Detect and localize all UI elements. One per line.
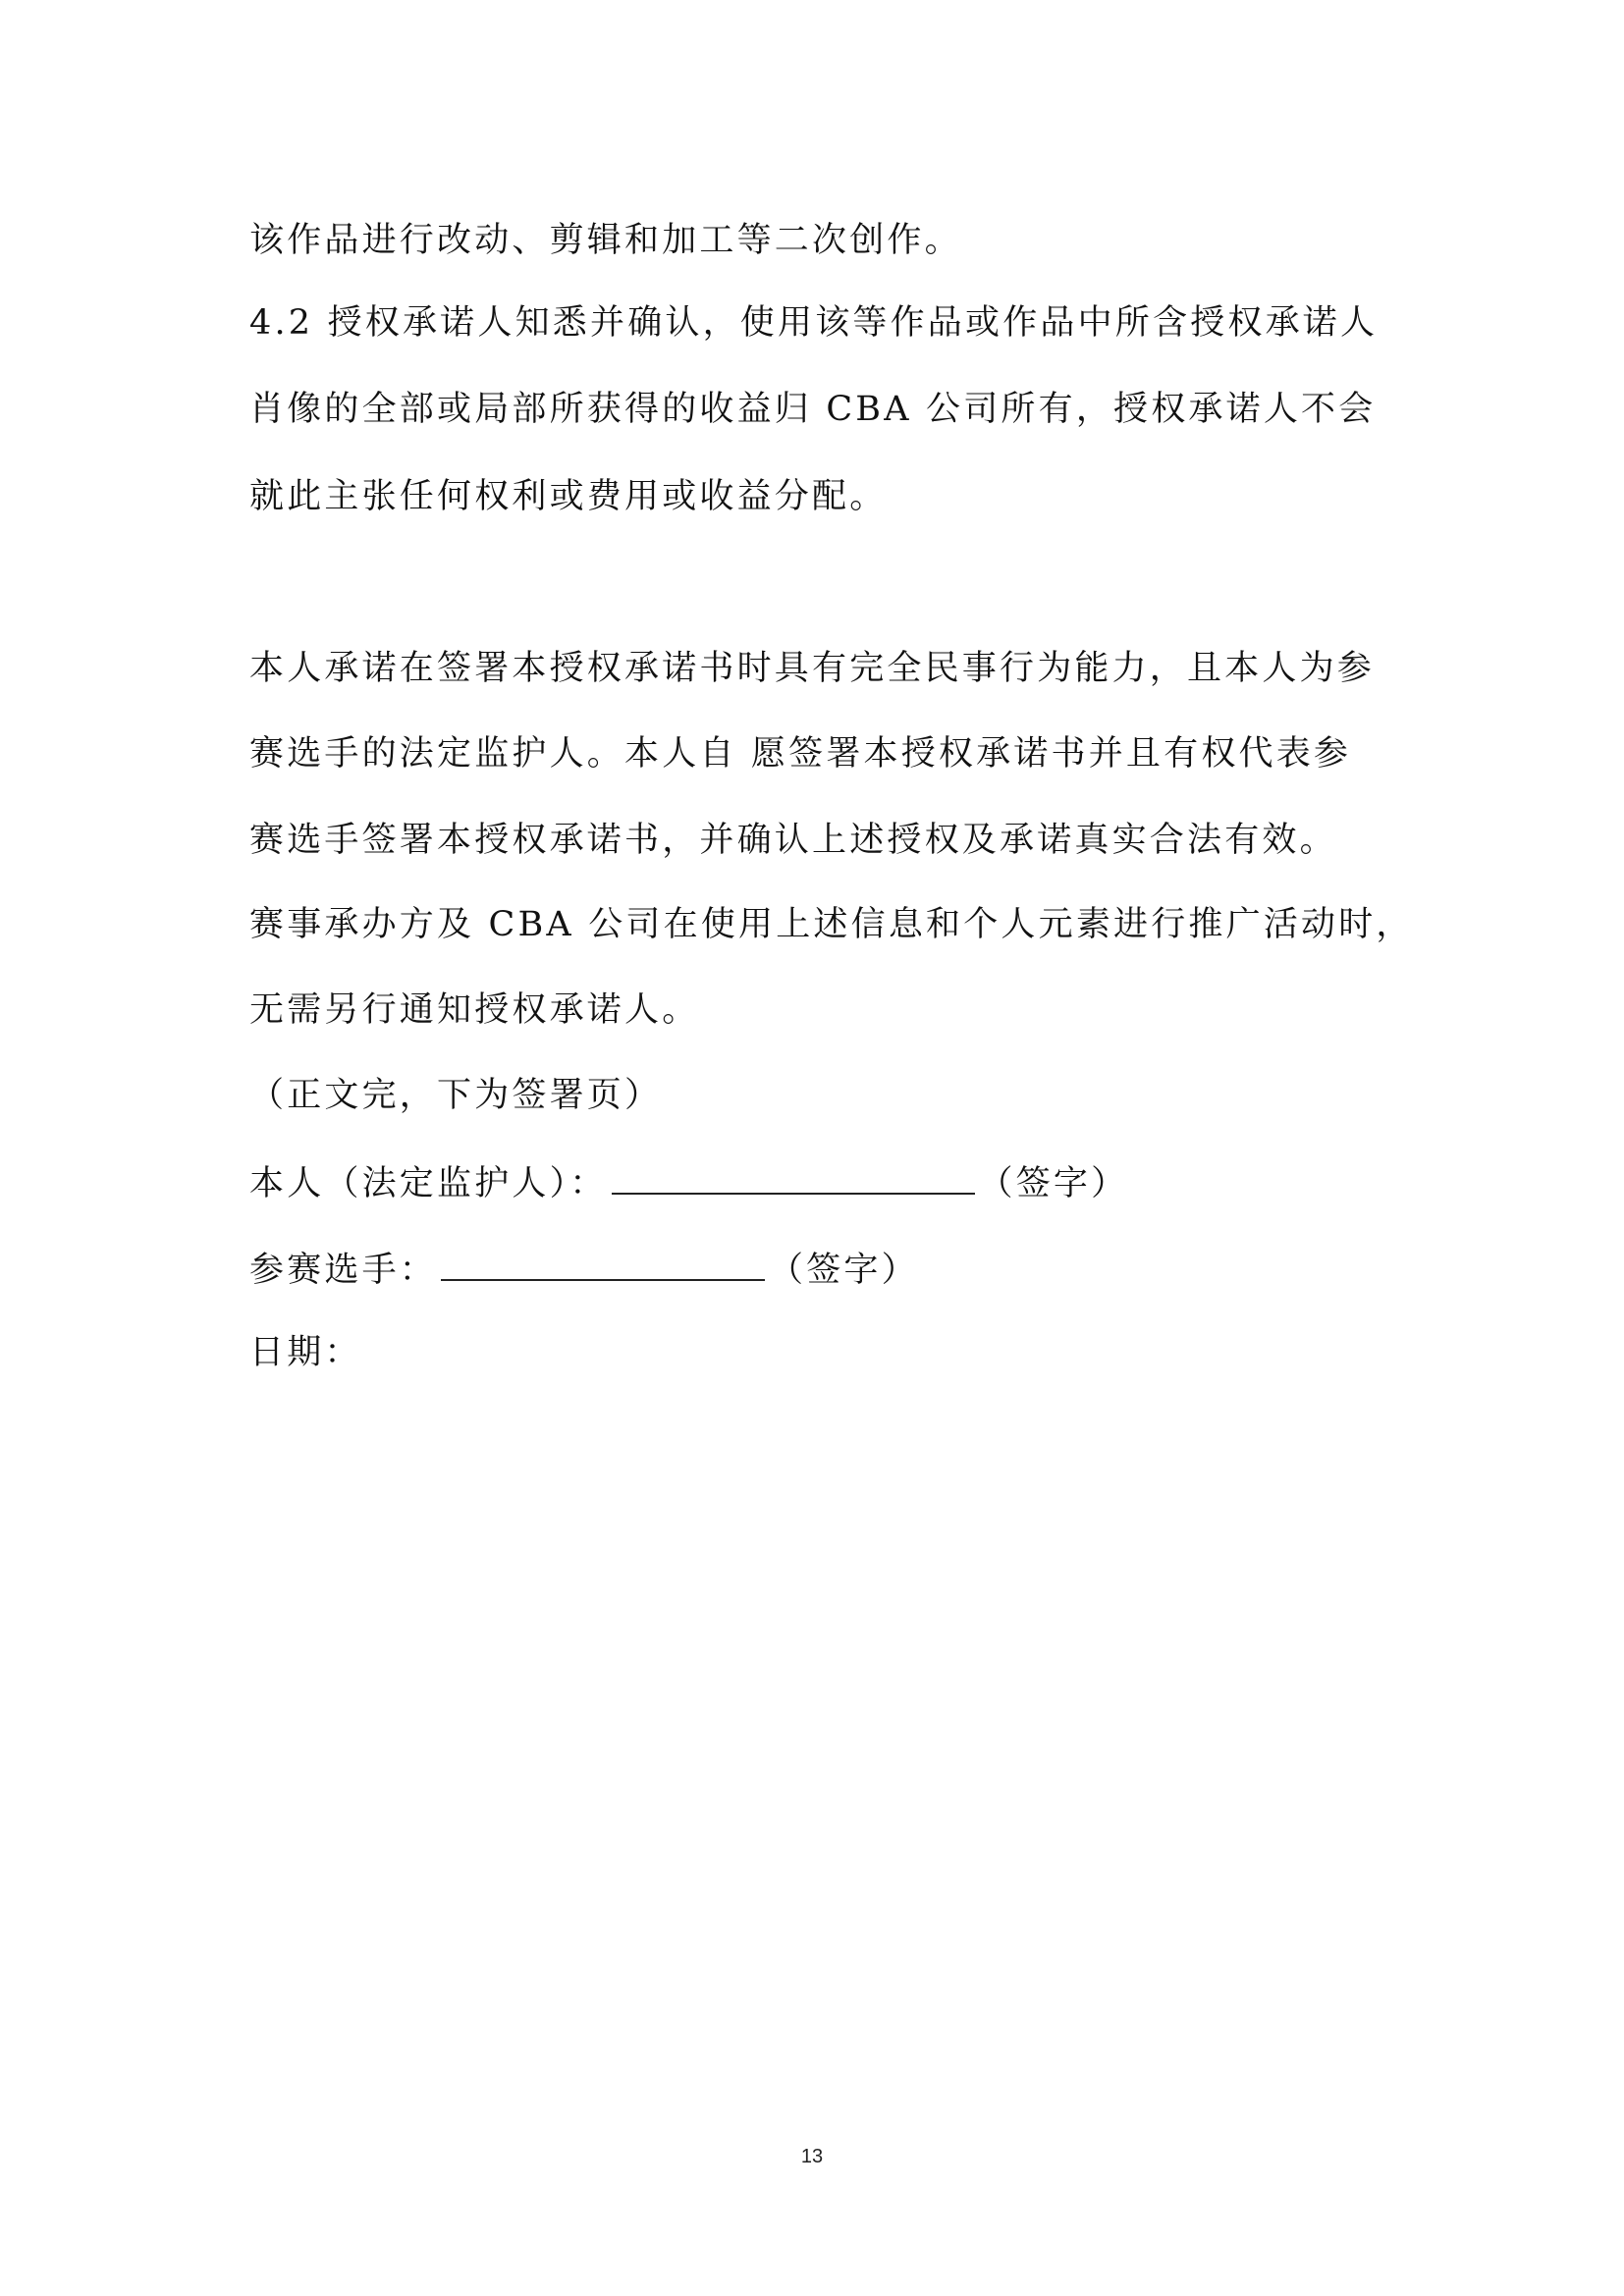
end-note: （正文完，下为签署页）: [249, 1076, 663, 1115]
text-line: 赛选手签署本授权承诺书，并确认上述授权及承诺真实合法有效。: [249, 821, 1337, 860]
date-row: [249, 1331, 362, 1374]
text-line: 无需另行通知授权承诺人。: [249, 990, 700, 1030]
text-line: 赛选手的法定监护人。本人自 愿签署本授权承诺书并且有权代表参: [249, 734, 1352, 774]
player-signature-blank[interactable]: [441, 1246, 765, 1281]
player-signature-row: [249, 1246, 919, 1292]
guardian-signature-blank[interactable]: [612, 1159, 975, 1195]
text-line: 该作品进行改动、剪辑和加工等二次创作。: [249, 221, 962, 260]
player-signature-suffix: （签字）: [769, 1251, 919, 1290]
text-line: 肖像的全部或局部所获得的收益归 CBA 公司所有，授权承诺人不会: [249, 390, 1377, 429]
page-number: 13: [800, 2146, 824, 2167]
text-line: 4.2 授权承诺人知悉并确认，使用该等作品或作品中所含授权承诺人: [249, 303, 1379, 343]
text-line: 本人承诺在签署本授权承诺书时具有完全民事行为能力，且本人为参: [249, 649, 1376, 688]
date-label: 日期：: [249, 1333, 362, 1372]
guardian-signature-row: [249, 1159, 1128, 1205]
guardian-signature-suffix: （签字）: [978, 1164, 1129, 1203]
text-line: 赛事承办方及 CBA 公司在使用上述信息和个人元素进行推广活动时，: [249, 905, 1414, 944]
text-line: 就此主张任何权利或费用或收益分配。: [249, 477, 888, 516]
player-signature-label: 参赛选手：: [249, 1251, 438, 1290]
guardian-signature-label: 本人（法定监护人）：: [249, 1164, 608, 1203]
